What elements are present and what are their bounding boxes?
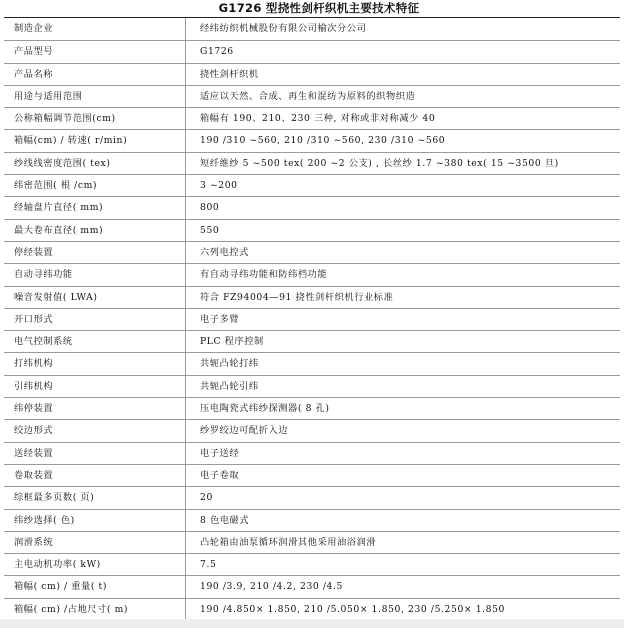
table-row <box>4 330 620 352</box>
table-row <box>4 152 620 174</box>
row-label: 润滑系统 <box>4 532 186 553</box>
row-label: 箱幅( cm) /占地尺寸( m) <box>4 599 186 620</box>
row-value: 20 <box>200 492 213 504</box>
row-label: 纱线线密度范围( tex) <box>4 153 186 174</box>
row-label: 经轴盘片直径( mm) <box>4 197 186 218</box>
row-value: PLC 程序控制 <box>200 336 264 348</box>
row-label: 制造企业 <box>4 18 186 40</box>
row-value: 纱罗绞边可配折入边 <box>200 425 289 437</box>
row-label: 箱幅( cm) / 重量( t) <box>4 576 186 597</box>
row-label: 产品型号 <box>4 41 186 62</box>
row-label: 送经装置 <box>4 443 186 464</box>
row-label: 主电动机功率( kW) <box>4 554 186 575</box>
row-label: 引纬机构 <box>4 376 186 397</box>
row-value: 550 <box>200 224 220 236</box>
row-value: 共轭凸轮打纬 <box>200 358 259 370</box>
row-label: 卷取装置 <box>4 465 186 486</box>
row-label: 产品名称 <box>4 64 186 85</box>
table-row <box>4 40 620 62</box>
row-value: 800 <box>200 202 220 214</box>
table-title: G1726 型挠性剑杆织机主要技术特征 <box>218 1 420 15</box>
row-value: 3 ~200 <box>200 180 238 192</box>
table-row <box>4 464 620 486</box>
table-row <box>4 286 620 308</box>
row-value: 190 /3.9, 210 /4.2, 230 /4.5 <box>200 581 343 593</box>
table-row <box>4 419 620 441</box>
table-row <box>4 575 620 597</box>
spec-table <box>4 17 620 621</box>
row-value: 7.5 <box>200 559 217 571</box>
row-value: 190 /310 ~560, 210 /310 ~560, 230 /310 ~560 <box>200 135 446 147</box>
row-value: 共轭凸轮引纬 <box>200 380 259 392</box>
table-row <box>4 308 620 330</box>
table-row <box>4 486 620 508</box>
table-row <box>4 107 620 129</box>
table-row <box>4 241 620 263</box>
row-value: 六列电控式 <box>200 246 249 258</box>
row-value: 有自动寻纬功能和防纬档功能 <box>200 269 328 281</box>
table-row <box>4 553 620 575</box>
row-label: 打纬机构 <box>4 353 186 374</box>
table-row <box>4 442 620 464</box>
table-row <box>4 174 620 196</box>
row-label: 电气控制系统 <box>4 331 186 352</box>
row-label: 噪音发射值( LWA) <box>4 287 186 308</box>
row-label: 公称箱幅调节范围(cm) <box>4 108 186 129</box>
table-row <box>4 18 620 40</box>
table-row <box>4 196 620 218</box>
row-value: 挠性剑杆织机 <box>200 68 259 80</box>
row-label: 箱幅(cm) / 转速( r/min) <box>4 130 186 151</box>
row-label: 绞边形式 <box>4 420 186 441</box>
table-row <box>4 509 620 531</box>
row-label: 纬停装置 <box>4 398 186 419</box>
row-value: 190 /4.850× 1.850, 210 /5.050× 1.850, 230 /5.250× 1.850 <box>200 603 506 615</box>
row-label: 最大卷布直径( mm) <box>4 220 186 241</box>
row-value: 电子送经 <box>200 447 240 459</box>
row-label: 纬纱选择( 色) <box>4 510 186 531</box>
row-value: 8 色电磁式 <box>200 514 250 526</box>
row-value: 短纤维纱 5 ~500 tex( 200 ~2 公支) , 长丝纱 1.7 ~380 tex( 15 ~3500 旦) <box>200 157 559 169</box>
table-row <box>4 352 620 374</box>
row-value: 凸轮箱由油泵循环润滑其他采用油浴润滑 <box>200 536 377 548</box>
table-row <box>4 263 620 285</box>
row-value: G1726 <box>200 46 234 58</box>
table-row <box>4 598 620 620</box>
table-row <box>4 375 620 397</box>
row-label: 开口形式 <box>4 309 186 330</box>
table-row <box>4 397 620 419</box>
row-value: 经纬纺织机械股份有限公司榆次分公司 <box>200 23 367 34</box>
row-value: 电子卷取 <box>200 469 240 481</box>
table-row <box>4 85 620 107</box>
row-value: 箱幅有 190、210、230 三种, 对称或非对称减少 40 <box>200 113 436 125</box>
row-label: 综框最多页数( 页) <box>4 487 186 508</box>
row-value: 压电陶瓷式纬纱探测器( 8 孔) <box>200 403 330 415</box>
row-label: 停经装置 <box>4 242 186 263</box>
bottom-strip <box>0 619 624 628</box>
row-label: 自动寻纬功能 <box>4 264 186 285</box>
table-row <box>4 129 620 151</box>
row-label: 纬密范围( 根 /cm) <box>4 175 186 196</box>
table-row <box>4 63 620 85</box>
row-label: 用途与适用范围 <box>4 86 186 107</box>
row-value: 适应以天然、合成、再生和混纺为原料的织物织造 <box>200 90 416 102</box>
table-row <box>4 219 620 241</box>
table-row <box>4 531 620 553</box>
row-value: 符合 FZ94004—91 挠性剑杆织机行业标准 <box>200 291 394 303</box>
row-value: 电子多臂 <box>200 313 240 325</box>
